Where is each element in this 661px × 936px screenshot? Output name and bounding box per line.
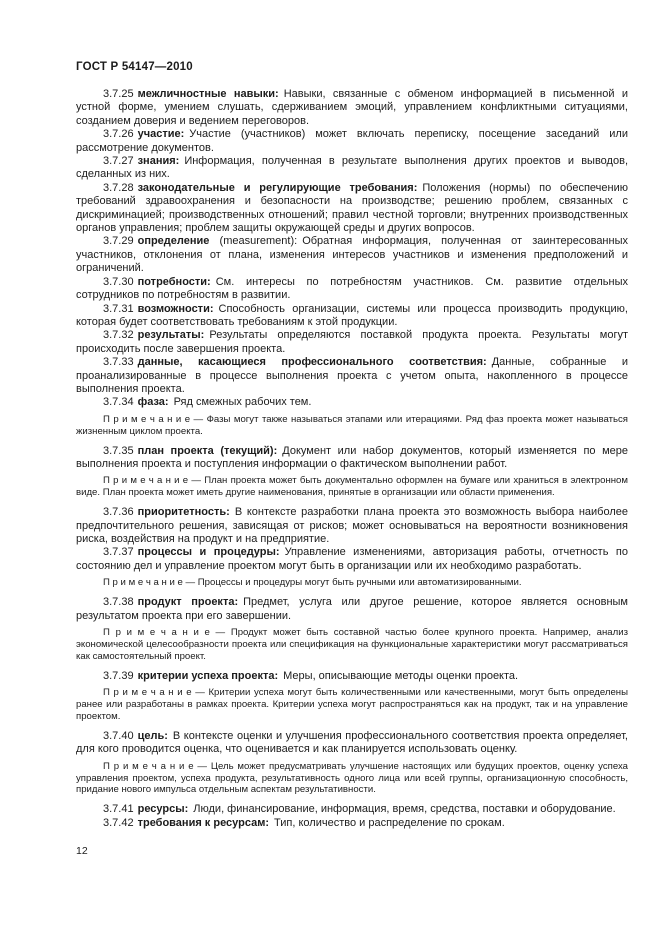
term-name: план проекта (текущий): xyxy=(137,444,278,457)
term-name: потребности: xyxy=(137,275,211,288)
term-definition: В контексте оценки и улучшения профессионального соответствия проекта определяет, для кого проводится оценка, что оценивается и как планируется использовать оценку. xyxy=(76,729,628,756)
term-name: знания: xyxy=(137,155,180,168)
term-number: 3.7.40 xyxy=(103,729,134,742)
term-definition: Информация, полученная в результате выполнения других проектов и выводов, сделанных из них. xyxy=(76,155,628,181)
term-number: 3.7.36 xyxy=(103,506,134,519)
term-paragraph xyxy=(76,182,628,236)
term-paragraph xyxy=(76,329,628,356)
term-definition: Обратная информация, полученная от заинтересованных участников, отклонения от плана, изменения интересов участников и изменения предположений и ограничений. xyxy=(76,235,628,275)
term-paragraph xyxy=(76,235,628,275)
term-number: 3.7.28 xyxy=(103,181,134,194)
term-paragraph xyxy=(76,155,628,182)
term-definition: Предмет, услуга или другое решение, которое является основным результатом проекта при его завершении. xyxy=(76,596,628,622)
note-label: П р и м е ч а н и е xyxy=(103,475,189,487)
term-name: требования к ресурсам: xyxy=(137,816,270,829)
term-number: 3.7.35 xyxy=(103,444,134,457)
note-paragraph xyxy=(76,627,628,663)
term-name: законодательные и регулирующие требования: xyxy=(137,181,418,194)
term-name: продукт проекта: xyxy=(137,596,239,609)
term-paragraph xyxy=(76,88,628,128)
term-name: цель: xyxy=(137,729,168,742)
term-number: 3.7.25 xyxy=(103,88,134,100)
term-number: 3.7.30 xyxy=(103,275,134,288)
note-paragraph xyxy=(76,577,628,589)
note-label: П р и м е ч а н и е xyxy=(103,687,192,699)
term-definition: Результаты определяются поставкой продукта проекта. Результаты могут происходить после завершения проекта. xyxy=(76,329,628,355)
note-label: П р и м е ч а н и е xyxy=(103,413,191,425)
term-paragraph xyxy=(76,546,628,573)
term-number: 3.7.39 xyxy=(103,669,134,682)
term-number: 3.7.37 xyxy=(103,546,134,559)
term-definition: Данные, собранные и проанализированные в процессе выполнения проекта с учетом опыта, накопленного в процессе выполнения проекта. xyxy=(76,356,628,395)
note-text: — Цель может предусматривать улучшение настоящих или будущих проектов, оценку успеха управления проектом, успеха продукта, результативность одного лица или всей группы, организационную способность, придание нового импульса отдельным аспектам результативности. xyxy=(76,760,628,796)
note-text: — План проекта может быть документально оформлен на бумаге или храниться в электронном виде. План проекта может иметь другие наименования, принятые в организации или области применения. xyxy=(76,475,628,499)
term-number: 3.7.27 xyxy=(103,155,134,168)
term-number: 3.7.26 xyxy=(103,128,134,141)
term-paragraph xyxy=(76,128,628,155)
term-paragraph xyxy=(76,803,628,816)
term-definition: Участие (участников) может включать переписку, посещение заседаний или рассмотрение документов. xyxy=(76,128,628,154)
term-paragraph xyxy=(76,596,628,623)
term-number: 3.7.34 xyxy=(103,396,134,409)
note-paragraph xyxy=(76,761,628,797)
term-paragraph xyxy=(76,396,628,409)
term-paragraph xyxy=(76,356,628,396)
term-definition: Меры, описывающие методы оценки проекта. xyxy=(283,669,519,682)
term-paragraph xyxy=(76,276,628,303)
term-name: фаза: xyxy=(137,396,169,409)
term-definition: В контексте разработки плана проекта это возможность выбора наиболее предпочтительного решения, зависящая от рисков; может основываться на вероятности возникновения риска, воздействия на продукт и на предприятие. xyxy=(76,506,628,545)
note-text: — Процессы и процедуры могут быть ручными или автоматизированными. xyxy=(182,577,522,589)
document-header: ГОСТ Р 54147—2010 xyxy=(76,61,193,73)
note-text: — Фазы могут также называться этапами или итерациями. Ряд фаз проекта может называться жизненным циклом проекта. xyxy=(76,413,628,437)
term-definition: См. интересы по потребностям участников. См. развитие отдельных сотрудников по потребностям в развитии. xyxy=(76,275,628,302)
term-number: 3.7.41 xyxy=(103,803,134,816)
term-name: приоритетность: xyxy=(137,506,230,519)
page-number: 12 xyxy=(76,845,88,857)
term-name: участие: xyxy=(137,128,185,141)
term-definition: Положения (нормы) по обеспечению требований здравоохранения и безопасности на производстве; решению проблем, связанных с дискриминацией; производственных отношений; правил честной торговли; внутренних производственных органов управления; проблем защиты окружающей среды и других вопросов. xyxy=(76,181,628,235)
page-content xyxy=(76,88,628,830)
term-paragraph xyxy=(76,730,628,757)
term-name: определение xyxy=(137,235,210,248)
term-name: критерии успеха проекта: xyxy=(137,669,279,682)
term-number: 3.7.38 xyxy=(103,596,134,609)
term-definition: Управление изменениями, авторизация работы, отчетность по состоянию дел и управление проектом могут быть в организации или их необходимо разработать. xyxy=(76,546,628,572)
note-paragraph xyxy=(76,475,628,499)
term-paragraph xyxy=(76,445,628,472)
term-name: ресурсы: xyxy=(137,803,189,816)
term-definition: Люди, финансирование, информация, время, средства, поставки и оборудование. xyxy=(193,803,616,816)
term-number: 3.7.42 xyxy=(103,816,134,829)
term-name: процессы и процедуры: xyxy=(137,546,280,559)
term-definition: Ряд смежных рабочих тем. xyxy=(173,396,312,409)
term-number: 3.7.33 xyxy=(103,356,134,369)
term-paragraph xyxy=(76,506,628,546)
term-suffix: (measurement): xyxy=(209,235,298,248)
term-name: межличностные навыки: xyxy=(137,88,279,100)
note-label: П р и м е ч а н и е xyxy=(103,626,210,638)
term-name: результаты: xyxy=(137,329,205,342)
term-paragraph xyxy=(76,817,628,830)
term-definition: Документ или набор документов, который изменяется по мере выполнения проекта и поступления информации о фактическом выполнении работ. xyxy=(76,444,629,470)
note-label: П р и м е ч а н и е xyxy=(103,577,183,589)
term-definition: Навыки, связанные с обменом информацией в письменной и устной форме, умением слушать, сдерживанием эмоций, управлением конфликтными ситуациями, созданием доверия и ведением переговоров. xyxy=(76,88,628,127)
note-text: — Критерии успеха могут быть количественными или качественными, могут быть определены ранее или разработаны в рамках проекта. Критерии успеха могут распространяться как на продукт, так и на управление проектом. xyxy=(76,687,628,722)
note-paragraph xyxy=(76,414,628,438)
term-definition: Тип, количество и распределение по срокам. xyxy=(274,816,505,829)
note-label: П р и м е ч а н и е xyxy=(103,760,194,772)
note-text: — Продукт может быть составной частью более крупного проекта. Например, анализ экономической целесообразности проекта или спецификация на функциональные характеристики могут рассматриваться как самостоятельный проект. xyxy=(76,626,628,662)
term-number: 3.7.32 xyxy=(103,329,134,342)
term-number: 3.7.31 xyxy=(103,302,134,315)
term-name: данные, касающиеся профессионального соответствия: xyxy=(137,356,487,369)
term-number: 3.7.29 xyxy=(103,235,134,248)
term-paragraph xyxy=(76,670,628,683)
term-paragraph xyxy=(76,303,628,330)
note-paragraph xyxy=(76,687,628,723)
term-name: возможности: xyxy=(137,302,214,315)
term-definition: Способность организации, системы или процесса производить продукцию, которая будет соответствовать требованиям к этой продукции. xyxy=(76,302,628,328)
